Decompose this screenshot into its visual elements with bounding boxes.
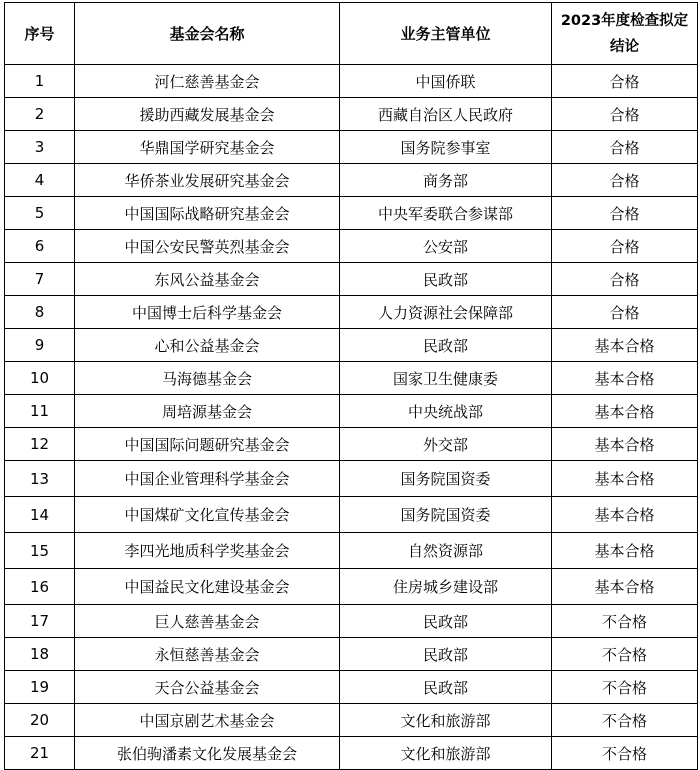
table-row	[5, 605, 698, 638]
cell-result: 合格	[552, 65, 698, 98]
cell-index: 3	[5, 131, 75, 164]
cell-foundation-name: 华鼎国学研究基金会	[75, 131, 340, 164]
table-row	[5, 197, 698, 230]
cell-foundation-name: 中国国际战略研究基金会	[75, 197, 340, 230]
foundation-inspection-table	[4, 2, 698, 770]
cell-authority: 民政部	[340, 329, 552, 362]
table-row	[5, 164, 698, 197]
cell-foundation-name: 中国国际问题研究基金会	[75, 428, 340, 461]
cell-result: 不合格	[552, 704, 698, 737]
cell-foundation-name: 华侨茶业发展研究基金会	[75, 164, 340, 197]
cell-authority: 民政部	[340, 638, 552, 671]
cell-result: 合格	[552, 296, 698, 329]
table-row	[5, 569, 698, 605]
header-name: 基金会名称	[75, 3, 340, 65]
table-row	[5, 533, 698, 569]
header-result: 2023年度检查拟定结论	[552, 3, 698, 65]
cell-result: 不合格	[552, 671, 698, 704]
cell-authority: 自然资源部	[340, 533, 552, 569]
cell-index: 8	[5, 296, 75, 329]
table-row	[5, 461, 698, 497]
cell-foundation-name: 心和公益基金会	[75, 329, 340, 362]
cell-index: 16	[5, 569, 75, 605]
cell-result: 不合格	[552, 605, 698, 638]
cell-result: 合格	[552, 230, 698, 263]
cell-result: 合格	[552, 263, 698, 296]
cell-foundation-name: 中国公安民警英烈基金会	[75, 230, 340, 263]
cell-authority: 国务院参事室	[340, 131, 552, 164]
cell-result: 基本合格	[552, 362, 698, 395]
cell-result: 基本合格	[552, 569, 698, 605]
cell-authority: 国务院国资委	[340, 461, 552, 497]
cell-result: 基本合格	[552, 533, 698, 569]
cell-result: 基本合格	[552, 329, 698, 362]
cell-authority: 民政部	[340, 605, 552, 638]
cell-authority: 人力资源社会保障部	[340, 296, 552, 329]
cell-result: 合格	[552, 98, 698, 131]
cell-result: 合格	[552, 197, 698, 230]
cell-index: 6	[5, 230, 75, 263]
table-row	[5, 131, 698, 164]
cell-index: 18	[5, 638, 75, 671]
cell-foundation-name: 张伯驹潘素文化发展基金会	[75, 737, 340, 770]
cell-authority: 国家卫生健康委	[340, 362, 552, 395]
cell-foundation-name: 中国京剧艺术基金会	[75, 704, 340, 737]
table-row	[5, 65, 698, 98]
cell-index: 10	[5, 362, 75, 395]
table-row	[5, 296, 698, 329]
cell-foundation-name: 援助西藏发展基金会	[75, 98, 340, 131]
cell-index: 15	[5, 533, 75, 569]
table-row	[5, 98, 698, 131]
cell-foundation-name: 中国企业管理科学基金会	[75, 461, 340, 497]
table-row	[5, 263, 698, 296]
table-row	[5, 395, 698, 428]
cell-authority: 民政部	[340, 671, 552, 704]
cell-index: 17	[5, 605, 75, 638]
cell-index: 5	[5, 197, 75, 230]
table-row	[5, 428, 698, 461]
header-row	[5, 3, 698, 65]
cell-foundation-name: 中国益民文化建设基金会	[75, 569, 340, 605]
table-row	[5, 497, 698, 533]
cell-index: 14	[5, 497, 75, 533]
cell-authority: 国务院国资委	[340, 497, 552, 533]
cell-result: 不合格	[552, 737, 698, 770]
cell-result: 基本合格	[552, 428, 698, 461]
cell-foundation-name: 李四光地质科学奖基金会	[75, 533, 340, 569]
cell-foundation-name: 巨人慈善基金会	[75, 605, 340, 638]
cell-authority: 商务部	[340, 164, 552, 197]
cell-result: 合格	[552, 131, 698, 164]
cell-foundation-name: 河仁慈善基金会	[75, 65, 340, 98]
cell-index: 4	[5, 164, 75, 197]
cell-index: 12	[5, 428, 75, 461]
cell-authority: 民政部	[340, 263, 552, 296]
cell-result: 基本合格	[552, 395, 698, 428]
cell-foundation-name: 中国博士后科学基金会	[75, 296, 340, 329]
cell-authority: 文化和旅游部	[340, 737, 552, 770]
cell-index: 19	[5, 671, 75, 704]
cell-authority: 西藏自治区人民政府	[340, 98, 552, 131]
cell-authority: 中央军委联合参谋部	[340, 197, 552, 230]
cell-authority: 公安部	[340, 230, 552, 263]
table-row	[5, 704, 698, 737]
cell-authority: 文化和旅游部	[340, 704, 552, 737]
cell-result: 基本合格	[552, 461, 698, 497]
cell-foundation-name: 马海德基金会	[75, 362, 340, 395]
cell-foundation-name: 永恒慈善基金会	[75, 638, 340, 671]
table-row	[5, 230, 698, 263]
table-row	[5, 329, 698, 362]
table-row	[5, 362, 698, 395]
cell-result: 不合格	[552, 638, 698, 671]
table-row	[5, 671, 698, 704]
cell-authority: 中央统战部	[340, 395, 552, 428]
cell-foundation-name: 东风公益基金会	[75, 263, 340, 296]
cell-index: 13	[5, 461, 75, 497]
cell-result: 基本合格	[552, 497, 698, 533]
cell-authority: 中国侨联	[340, 65, 552, 98]
header-index: 序号	[5, 3, 75, 65]
cell-index: 11	[5, 395, 75, 428]
cell-index: 21	[5, 737, 75, 770]
table-body	[5, 65, 698, 770]
cell-index: 9	[5, 329, 75, 362]
table-row	[5, 737, 698, 770]
cell-index: 1	[5, 65, 75, 98]
cell-foundation-name: 周培源基金会	[75, 395, 340, 428]
cell-foundation-name: 天合公益基金会	[75, 671, 340, 704]
cell-index: 7	[5, 263, 75, 296]
cell-index: 20	[5, 704, 75, 737]
cell-index: 2	[5, 98, 75, 131]
cell-foundation-name: 中国煤矿文化宣传基金会	[75, 497, 340, 533]
table-row	[5, 638, 698, 671]
header-authority: 业务主管单位	[340, 3, 552, 65]
cell-result: 合格	[552, 164, 698, 197]
cell-authority: 住房城乡建设部	[340, 569, 552, 605]
cell-authority: 外交部	[340, 428, 552, 461]
